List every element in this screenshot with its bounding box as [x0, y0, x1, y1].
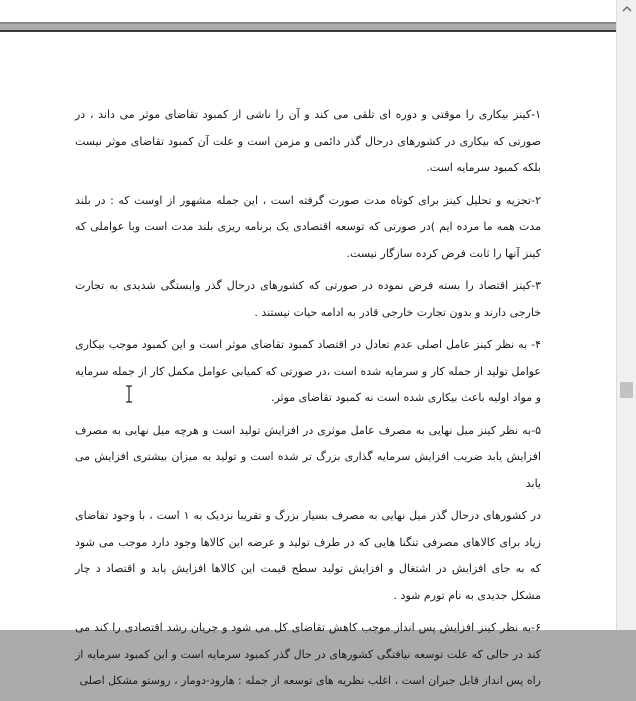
document-body[interactable]	[75, 102, 541, 701]
paragraph-7[interactable]: ۶-به نظر کینز افزایش پس انداز موجب کاهش تقاضای کل می شود و جریان رشد اقتصادی را کند می کند در حالی که علت توسعه نیافتگی کشورهای در حال گذر کمبود سرمایه است و این کمبود سرمایه از راه پس انداز قابل جبران است ، اغلب نظریه های توسعه از جمله : هارود-دومار ، روستو مشکل اصلی	[75, 621, 541, 687]
text-cursor-icon	[124, 385, 134, 403]
chevron-up-icon[interactable]	[617, 0, 636, 18]
previous-page-bottom	[0, 0, 616, 22]
scrollbar-thumb[interactable]	[620, 382, 633, 398]
paragraph-1[interactable]: ۱-کینز بیکاری را موقتی و دوره ای تلقی می کند و آن را ناشی از کمبود تقاضای موثر می داند ، در صورتی که بیکاری در کشورهای درحال گذر دائمی و مزمن است و علت آن کمبود تقاضای موثر نیست بلکه کمبود سرمایه است.	[75, 108, 541, 174]
paragraph-5[interactable]: ۵-به نظر کینز میل نهایی به مصرف عامل موثری در افزایش تولید است و هرچه میل نهایی به مصرف افزایش یابد ضریب افزایش سرمایه گذاری بزرگ تر شده است و تولید به میزان بیشتری افزایش می یابد	[75, 423, 541, 490]
vertical-scrollbar[interactable]	[616, 0, 636, 630]
paragraph-3[interactable]: ۳-کینز اقتصاد را بسته فرض نموده در صورتی که کشورهای درحال گذر وابستگی شدیدی به تجارت خارجی دارند و بدون تجارت خارجی قادر به ادامه حیات نیستند .	[75, 279, 541, 319]
paragraph-6[interactable]: در کشورهای درحال گذر میل نهایی به مصرف بسیار بزرگ و تقریبا نزدیک به ۱ است ، با وجود تقاضای زیاد برای کالاهای مصرفی تنگنا هایی که در طرف تولید و عرضه این کالاها وجود دارد موجب می شود که به جای افزایش در اشتغال و افزایش تولید سطح قیمت این کالاها افزایش یابد و اقتصاد د چار مشکل جدیدی به نام تورم شود .	[75, 509, 541, 602]
paragraph-2[interactable]: ۲-تجزیه و تحلیل کینز برای کوتاه مدت صورت گرفته است ، این جمله مشهور از اوست که : در بلند مدت همه ما مرده ایم )در صورتی که توسعه اقتصادی یک برنامه ریزی بلند مدت است وبا عواملی که کینز آنها را ثابت فرض کرده سازگار نیست.	[75, 193, 541, 260]
paragraph-4[interactable]: ۴- به نظر کینز عامل اصلی عدم تعادل در اقتصاد کمبود تقاضای موثر است و این کمبود موجب بیکاری عوامل تولید از جمله کار و سرمایه شده است ،در صورتی که کمیابی عوامل مکمل کار از جمله سرمایه و مواد اولیه باعث بیکاری شده است نه کمبود تقاضای موثر.	[75, 338, 541, 404]
document-page[interactable]	[0, 30, 616, 687]
